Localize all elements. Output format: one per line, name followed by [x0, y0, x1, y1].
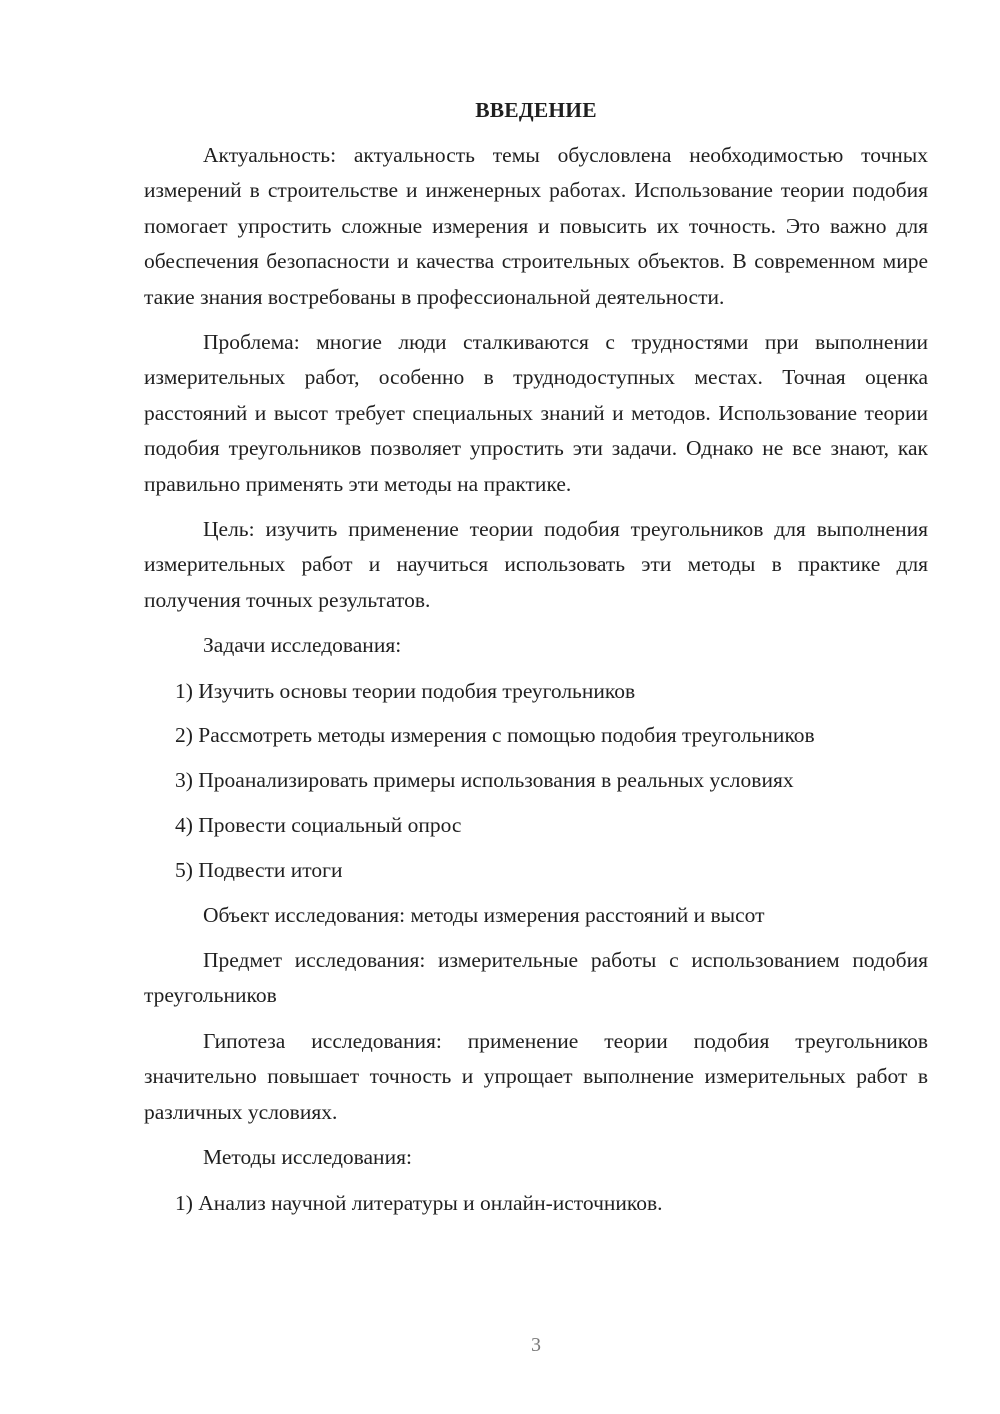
- subject-paragraph: Предмет исследования: измерительные работы с использованием подобия треугольников: [144, 948, 928, 1008]
- tasks-list: [144, 674, 928, 889]
- page-title: ВВЕДЕНИЕ: [475, 98, 597, 122]
- task-item: 3) Проанализировать примеры использования в реальных условиях: [175, 768, 794, 793]
- problem-paragraph: Проблема: многие люди сталкиваются с трудностями при выполнении измерительных работ, особенно в труднодоступных местах. Точная оценка расстояний и высот требует специальных знаний и методов. Использование теории подобия треугольников позволяет упростить эти задачи. Однако не все знают, как правильно применять эти методы на практике.: [144, 330, 928, 496]
- tasks-heading: Задачи исследования:: [203, 633, 402, 658]
- methods-list: [144, 1186, 928, 1221]
- task-item: 5) Подвести итоги: [175, 857, 343, 882]
- hypothesis-paragraph: Гипотеза исследования: применение теории подобия треугольников значительно повышает точность и упрощает выполнение измерительных работ в различных условиях.: [144, 1028, 928, 1124]
- task-item: 1) Изучить основы теории подобия треугольников: [175, 678, 636, 703]
- goal-paragraph: Цель: изучить применение теории подобия треугольников для выполнения измерительных работ и научиться использовать эти методы в практике для получения точных результатов.: [144, 517, 928, 612]
- object-paragraph: Объект исследования: методы измерения расстояний и высот: [203, 902, 765, 927]
- page-number: 3: [531, 1334, 541, 1356]
- method-item: 1) Анализ научной литературы и онлайн-источников.: [175, 1190, 663, 1215]
- page-content: [144, 95, 928, 1230]
- methods-heading: Методы исследования:: [203, 1145, 412, 1170]
- task-item: 2) Рассмотреть методы измерения с помощью подобия треугольников: [175, 723, 815, 748]
- relevance-paragraph: Актуальность: актуальность темы обусловлена необходимостью точных измерений в строительстве и инженерных работах. Использование теории подобия помогает упростить сложные измерения и повысить их точность. Это важно для обеспечения безопасности и качества строительных объектов. В современном мире такие знания востребованы в профессиональной деятельности.: [144, 143, 928, 309]
- task-item: 4) Провести социальный опрос: [175, 813, 462, 838]
